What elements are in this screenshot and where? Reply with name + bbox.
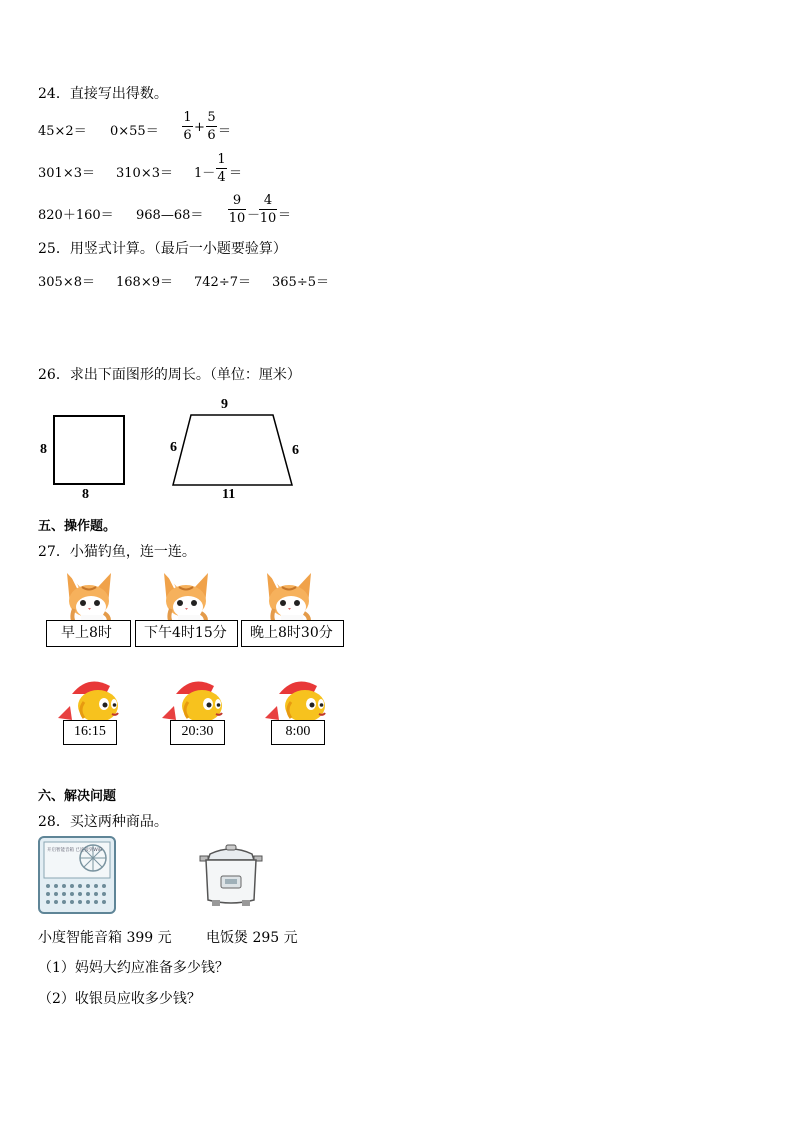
- q24-title: 24．直接写出得数。: [38, 86, 168, 102]
- trapezoid-right-label: 6: [292, 443, 299, 458]
- cat-icon-1: [67, 573, 111, 625]
- q24-r2-a: 301×3＝: [38, 166, 95, 181]
- trapezoid-top-label: 9: [221, 397, 228, 412]
- section5-title: 五、操作题。: [38, 519, 117, 534]
- q24-r2-b: 310×3＝: [116, 166, 173, 181]
- cat-icon-2: [164, 573, 208, 625]
- q24-r3-frac2: 4 10: [259, 193, 277, 226]
- q24-r3-eq: ＝: [278, 208, 292, 223]
- q24-r1-a: 45×2＝: [38, 124, 87, 139]
- q25-item-3: 742÷7＝: [194, 275, 251, 290]
- q25-item-4: 365÷5＝: [272, 275, 329, 290]
- q24-r3-op: －: [247, 208, 261, 223]
- cat-time-box-1[interactable]: 早上8时: [46, 620, 131, 647]
- q24-r1-op: +: [194, 120, 205, 135]
- trapezoid-bottom-label: 11: [222, 487, 236, 502]
- q28-sub2: （2）收银员应收多少钱？: [38, 991, 201, 1007]
- q24-r2-eq: ＝: [229, 166, 243, 181]
- rice-cooker-icon: [196, 842, 266, 912]
- q25-item-2: 168×9＝: [116, 275, 173, 290]
- q24-r1-frac2: 5 6: [207, 110, 216, 143]
- speaker-screen-text: 开启智能音箱 已连接到WiFi: [47, 848, 103, 853]
- q27-title: 27．小猫钓鱼，连一连。: [38, 544, 196, 560]
- q25-item-1: 305×8＝: [38, 275, 95, 290]
- square-left-label: 8: [40, 442, 47, 457]
- cat-time-box-2[interactable]: 下午4时15分: [135, 620, 238, 647]
- q28-sub1: （1）妈妈大约应准备多少钱？: [38, 960, 229, 976]
- q24-r1-b: 0×55＝: [110, 124, 159, 139]
- fish-time-box-3[interactable]: 8:00: [271, 720, 325, 745]
- q24-r1-frac1: 1 6: [183, 110, 192, 143]
- product1-label: 小度智能音箱 399 元: [38, 930, 172, 946]
- q24-r3-b: 968—68＝: [136, 208, 204, 223]
- cat-icon-3: [267, 573, 311, 625]
- q28-title: 28．买这两种商品。: [38, 814, 168, 830]
- q24-r3-a: 820＋160＝: [38, 208, 114, 223]
- trapezoid-left-label: 6: [170, 440, 177, 455]
- product2-label: 电饭煲 295 元: [206, 930, 298, 946]
- q24-r2-lead: 1－: [194, 166, 216, 181]
- smart-speaker-icon: [38, 836, 118, 916]
- q26-title: 26．求出下面图形的周长。（单位：厘米）: [38, 367, 301, 383]
- cat-time-box-3[interactable]: 晚上8时30分: [241, 620, 344, 647]
- q24-r1-eq: ＝: [218, 124, 232, 139]
- section6-title: 六、解决问题: [38, 789, 117, 804]
- square-bottom-label: 8: [82, 487, 89, 502]
- q24-r2-frac: 1 4: [217, 152, 226, 185]
- q25-title: 25．用竖式计算。（最后一小题要验算）: [38, 241, 287, 257]
- fish-time-box-1[interactable]: 16:15: [63, 720, 117, 745]
- fish-time-box-2[interactable]: 20:30: [170, 720, 225, 745]
- q24-r3-frac1: 9 10: [228, 193, 246, 226]
